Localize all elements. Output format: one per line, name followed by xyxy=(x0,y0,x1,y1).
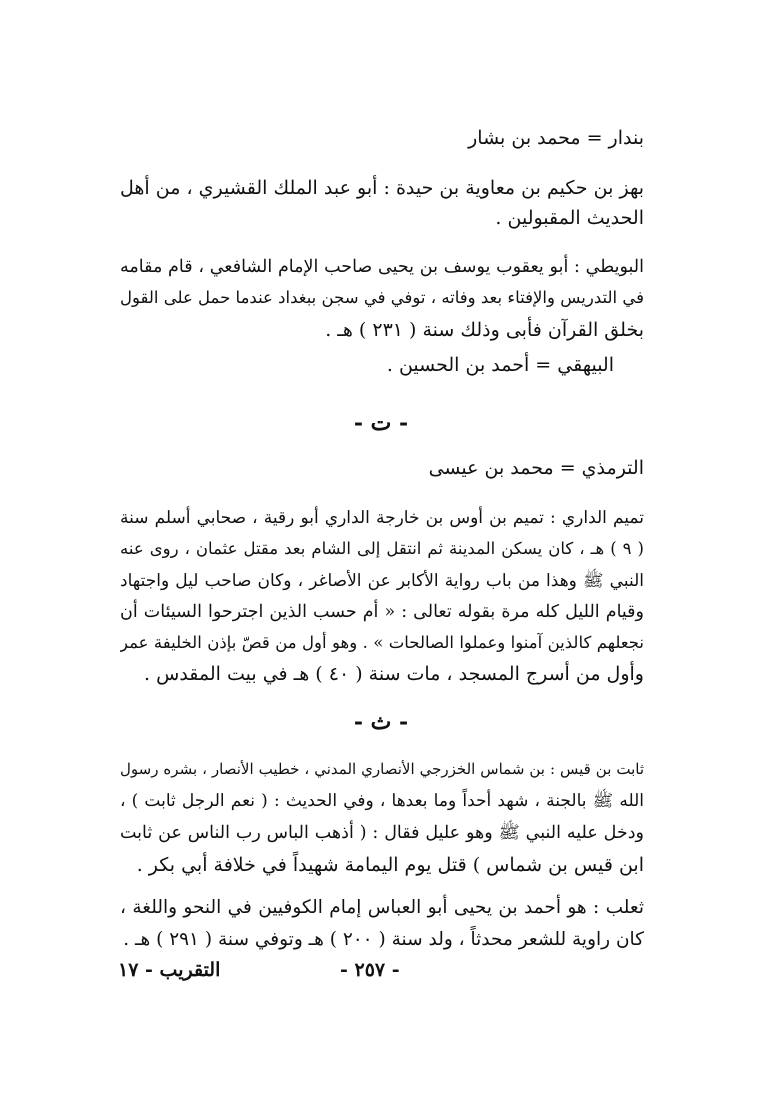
entry-buwayti-line-3: بخلق القرآن فأبى وذلك سنة ( ٢٣١ ) هـ . xyxy=(325,319,644,341)
entry-bundar: بندار = محمد بن بشار xyxy=(468,127,644,149)
entry-thalab-line-1: ثعلب : هو أحمد بن يحيى أبو العباس إمام الكوفيين في النحو واللغة ، xyxy=(120,897,644,918)
entry-tamim-line-6: وأول من أسرج المسجد ، مات سنة ( ٤٠ ) هـ في بيت المقدس . xyxy=(144,663,644,685)
entry-tamim-line-5: نجعلهم كالذين آمنوا وعملوا الصالحات » . وهو أول من قصّ بإذن الخليفة عمر xyxy=(120,633,644,652)
entry-tamim-line-2: ( ٩ ) هـ ، كان يسكن المدينة ثم انتقل إلى الشام بعد مقتل عثمان ، روى عنه xyxy=(120,539,644,558)
entry-buwayti-line-1: البويطي : أبو يعقوب يوسف بن يحيى صاحب الإمام الشافعي ، قام مقامه xyxy=(120,257,644,277)
section-heading-tha: - ث - xyxy=(353,709,409,735)
entry-tamim-line-1: تميم الداري : تميم بن أوس بن خارجة الداري أبو رقية ، صحابي أسلم سنة xyxy=(120,508,644,528)
entry-bayhaqi: البيهقي = أحمد بن الحسين . xyxy=(386,354,614,376)
entry-tamim-line-3: النبي ﷺ وهذا من باب رواية الأكابر عن الأصاغر ، وكان صاحب ليل واجتهاد xyxy=(120,571,644,591)
entry-thabit-line-1: ثابت بن قيس : بن شماس الخزرجي الأنصاري المدني ، خطيب الأنصار ، بشره رسول xyxy=(120,760,644,778)
entry-thabit-line-4: ابن قيس بن شماس ) قتل يوم اليمامة شهيداً في خلافة أبي بكر . xyxy=(136,854,644,876)
entry-bahz-line-2: الحديث المقبولين . xyxy=(495,207,644,229)
page-number: - ٢٥٧ - xyxy=(340,959,400,981)
entry-thalab-line-2: كان راوية للشعر محدثاً ، ولد سنة ( ٢٠٠ ) هـ وتوفي سنة ( ٢٩١ ) هـ . xyxy=(123,929,644,950)
entry-tamim-line-4: وقيام الليل كله مرة بقوله تعالى : « أم حسب الذين اجترحوا السيئات أن xyxy=(120,602,644,622)
entry-tirmidhi: الترمذي = محمد بن عيسى xyxy=(428,457,644,479)
entry-thabit-line-3: ودخل عليه النبي ﷺ وهو عليل فقال : ( أذهب الباس رب الناس عن ثابت xyxy=(120,823,644,843)
entry-bahz-line-1: بهز بن حكيم بن معاوية بن حيدة : أبو عبد الملك القشيري ، من أهل xyxy=(120,177,644,199)
entry-thabit-line-2: الله ﷺ بالجنة ، شهد أحداً وما بعدها ، وفي الحديث : ( نعم الرجل ثابت ) ، xyxy=(120,791,644,811)
section-heading-ta: - ت - xyxy=(353,410,409,436)
signature-mark: التقريب - ١٧ xyxy=(118,959,221,981)
entry-buwayti-line-2: في التدريس والإفتاء بعد وفاته ، توفي في سجن ببغداد عندما حمل على القول xyxy=(120,288,644,307)
